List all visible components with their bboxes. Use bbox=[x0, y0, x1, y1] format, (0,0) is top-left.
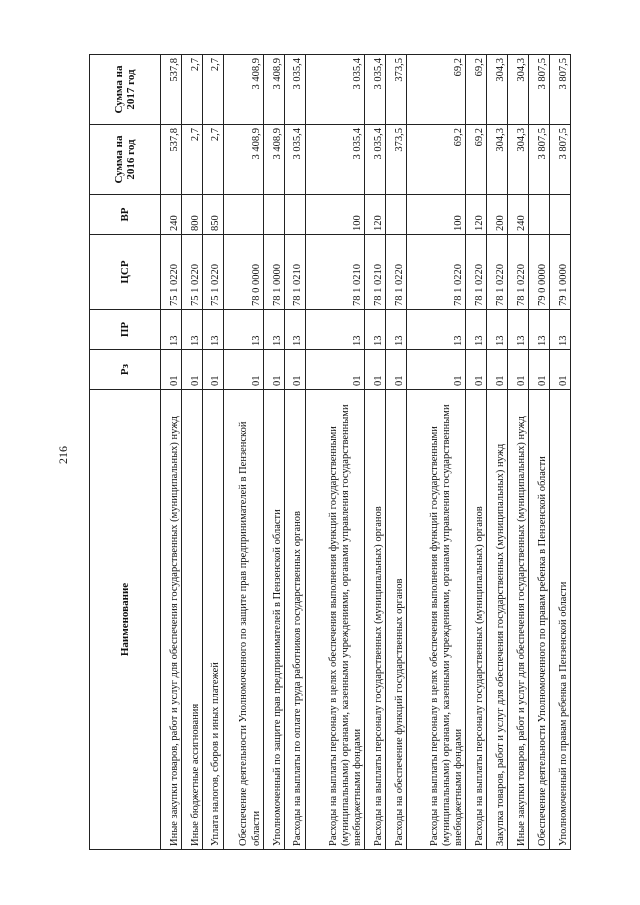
cell-csr: 78 1 0210 bbox=[305, 235, 365, 310]
cell-csr: 78 1 0220 bbox=[386, 235, 407, 310]
cell-pr: 13 bbox=[466, 310, 487, 350]
cell-sum-2016: 2,7 bbox=[181, 125, 202, 195]
cell-vr: 850 bbox=[202, 195, 223, 235]
cell-pr: 13 bbox=[406, 310, 466, 350]
cell-name: Расходы на выплаты персоналу в целях обеспечения выполнения функций государственными (муниципальными) органами, казенными учреждениями, органами управления государственными внебюджетными фондами bbox=[406, 390, 466, 850]
header-rz: Рз bbox=[90, 350, 161, 390]
cell-pr: 13 bbox=[529, 310, 550, 350]
table-row bbox=[181, 55, 202, 850]
cell-vr bbox=[263, 195, 284, 235]
cell-sum-2017: 304,3 bbox=[508, 55, 529, 125]
cell-csr: 78 1 0210 bbox=[284, 235, 305, 310]
cell-csr: 78 1 0220 bbox=[406, 235, 466, 310]
cell-sum-2017: 3 807,5 bbox=[550, 55, 571, 125]
header-vr: ВР bbox=[90, 195, 161, 235]
cell-pr: 13 bbox=[487, 310, 508, 350]
cell-name: Расходы на выплаты по оплате труда работников государственных органов bbox=[284, 390, 305, 850]
header-sum-2016: Сумма на 2016 год bbox=[90, 125, 161, 195]
cell-name: Расходы на обеспечение функций государственных органов bbox=[386, 390, 407, 850]
table-row bbox=[406, 55, 466, 850]
cell-sum-2016: 2,7 bbox=[202, 125, 223, 195]
cell-name: Расходы на выплаты персоналу в целях обеспечения выполнения функций государственными (муниципальными) органами, казенными учреждениями, органами управления государственными внебюджетными фондами bbox=[305, 390, 365, 850]
cell-sum-2016: 304,3 bbox=[508, 125, 529, 195]
header-sum-2017: Сумма на 2017 год bbox=[90, 55, 161, 125]
cell-csr: 79 0 0000 bbox=[529, 235, 550, 310]
table-row bbox=[386, 55, 407, 850]
cell-rz: 01 bbox=[365, 350, 386, 390]
cell-vr: 800 bbox=[181, 195, 202, 235]
cell-vr: 240 bbox=[161, 195, 182, 235]
table-row bbox=[284, 55, 305, 850]
table-row bbox=[161, 55, 182, 850]
cell-vr bbox=[223, 195, 263, 235]
cell-name: Расходы на выплаты персоналу государственных (муниципальных) органов bbox=[466, 390, 487, 850]
cell-sum-2016: 3 807,5 bbox=[550, 125, 571, 195]
cell-vr bbox=[550, 195, 571, 235]
cell-pr: 13 bbox=[508, 310, 529, 350]
cell-sum-2017: 373,5 bbox=[386, 55, 407, 125]
cell-rz: 01 bbox=[202, 350, 223, 390]
cell-sum-2016: 3 408,9 bbox=[263, 125, 284, 195]
cell-csr: 78 1 0220 bbox=[466, 235, 487, 310]
cell-csr: 78 1 0210 bbox=[365, 235, 386, 310]
cell-sum-2016: 3 408,9 bbox=[223, 125, 263, 195]
cell-sum-2016: 537,8 bbox=[161, 125, 182, 195]
cell-pr: 13 bbox=[365, 310, 386, 350]
cell-sum-2016: 3 035,4 bbox=[365, 125, 386, 195]
cell-csr: 78 0 0000 bbox=[223, 235, 263, 310]
table-header-row bbox=[90, 55, 161, 850]
cell-sum-2017: 2,7 bbox=[202, 55, 223, 125]
cell-sum-2016: 373,5 bbox=[386, 125, 407, 195]
cell-name: Уполномоченный по защите прав предпринимателей в Пензенской области bbox=[263, 390, 284, 850]
cell-vr: 200 bbox=[487, 195, 508, 235]
table-row bbox=[202, 55, 223, 850]
cell-rz: 01 bbox=[406, 350, 466, 390]
cell-rz: 01 bbox=[386, 350, 407, 390]
cell-sum-2016: 3 035,4 bbox=[305, 125, 365, 195]
cell-sum-2017: 3 035,4 bbox=[365, 55, 386, 125]
cell-rz: 01 bbox=[305, 350, 365, 390]
table-row bbox=[529, 55, 550, 850]
cell-sum-2016: 3 035,4 bbox=[284, 125, 305, 195]
cell-pr: 13 bbox=[161, 310, 182, 350]
cell-sum-2017: 3 408,9 bbox=[223, 55, 263, 125]
cell-sum-2017: 537,8 bbox=[161, 55, 182, 125]
cell-sum-2016: 304,3 bbox=[487, 125, 508, 195]
cell-vr bbox=[284, 195, 305, 235]
cell-rz: 01 bbox=[508, 350, 529, 390]
cell-csr: 79 1 0000 bbox=[550, 235, 571, 310]
cell-pr: 13 bbox=[550, 310, 571, 350]
cell-rz: 01 bbox=[550, 350, 571, 390]
cell-sum-2016: 3 807,5 bbox=[529, 125, 550, 195]
budget-table bbox=[89, 54, 571, 850]
header-csr: ЦСР bbox=[90, 235, 161, 310]
cell-name: Уполномоченный по правам ребенка в Пензенской области bbox=[550, 390, 571, 850]
cell-pr: 13 bbox=[284, 310, 305, 350]
cell-name: Уплата налогов, сборов и иных платежей bbox=[202, 390, 223, 850]
cell-sum-2017: 2,7 bbox=[181, 55, 202, 125]
cell-name: Иные закупки товаров, работ и услуг для обеспечения государственных (муниципальных) нужд bbox=[161, 390, 182, 850]
cell-sum-2016: 69,2 bbox=[466, 125, 487, 195]
cell-vr: 100 bbox=[406, 195, 466, 235]
header-pr: ПР bbox=[90, 310, 161, 350]
cell-rz: 01 bbox=[223, 350, 263, 390]
cell-csr: 75 1 0220 bbox=[202, 235, 223, 310]
cell-name: Обеспечение деятельности Уполномоченного по правам ребенка в Пензенской области bbox=[529, 390, 550, 850]
cell-rz: 01 bbox=[487, 350, 508, 390]
cell-name: Обеспечение деятельности Уполномоченного по защите прав предпринимателей в Пензенской области bbox=[223, 390, 263, 850]
table-row bbox=[550, 55, 571, 850]
cell-sum-2017: 3 035,4 bbox=[305, 55, 365, 125]
cell-rz: 01 bbox=[529, 350, 550, 390]
cell-pr: 13 bbox=[305, 310, 365, 350]
cell-sum-2017: 69,2 bbox=[406, 55, 466, 125]
table-row bbox=[305, 55, 365, 850]
cell-pr: 13 bbox=[386, 310, 407, 350]
cell-pr: 13 bbox=[181, 310, 202, 350]
cell-vr: 120 bbox=[365, 195, 386, 235]
cell-sum-2017: 304,3 bbox=[487, 55, 508, 125]
header-name: Наименование bbox=[90, 390, 161, 850]
cell-name: Расходы на выплаты персоналу государственных (муниципальных) органов bbox=[365, 390, 386, 850]
cell-csr: 75 1 0220 bbox=[181, 235, 202, 310]
cell-name: Иные бюджетные ассигнования bbox=[181, 390, 202, 850]
table-row bbox=[466, 55, 487, 850]
cell-rz: 01 bbox=[466, 350, 487, 390]
cell-vr: 100 bbox=[305, 195, 365, 235]
cell-rz: 01 bbox=[284, 350, 305, 390]
cell-sum-2017: 3 408,9 bbox=[263, 55, 284, 125]
cell-pr: 13 bbox=[223, 310, 263, 350]
table-row bbox=[263, 55, 284, 850]
table-row bbox=[223, 55, 263, 850]
cell-sum-2017: 69,2 bbox=[466, 55, 487, 125]
cell-vr: 240 bbox=[508, 195, 529, 235]
cell-csr: 78 1 0000 bbox=[263, 235, 284, 310]
cell-sum-2017: 3 807,5 bbox=[529, 55, 550, 125]
cell-name: Закупка товаров, работ и услуг для обеспечения государственных (муниципальных) нужд bbox=[487, 390, 508, 850]
cell-vr bbox=[386, 195, 407, 235]
cell-csr: 78 1 0220 bbox=[508, 235, 529, 310]
cell-name: Иные закупки товаров, работ и услуг для обеспечения государственных (муниципальных) нужд bbox=[508, 390, 529, 850]
cell-vr: 120 bbox=[466, 195, 487, 235]
table-row bbox=[508, 55, 529, 850]
table-row bbox=[365, 55, 386, 850]
budget-table-container bbox=[89, 55, 571, 850]
cell-sum-2016: 69,2 bbox=[406, 125, 466, 195]
cell-vr bbox=[529, 195, 550, 235]
cell-csr: 75 1 0220 bbox=[161, 235, 182, 310]
page-number: 216 bbox=[56, 446, 70, 464]
cell-csr: 78 1 0220 bbox=[487, 235, 508, 310]
cell-sum-2017: 3 035,4 bbox=[284, 55, 305, 125]
cell-pr: 13 bbox=[263, 310, 284, 350]
table-row bbox=[487, 55, 508, 850]
cell-rz: 01 bbox=[161, 350, 182, 390]
cell-pr: 13 bbox=[202, 310, 223, 350]
cell-rz: 01 bbox=[181, 350, 202, 390]
cell-rz: 01 bbox=[263, 350, 284, 390]
